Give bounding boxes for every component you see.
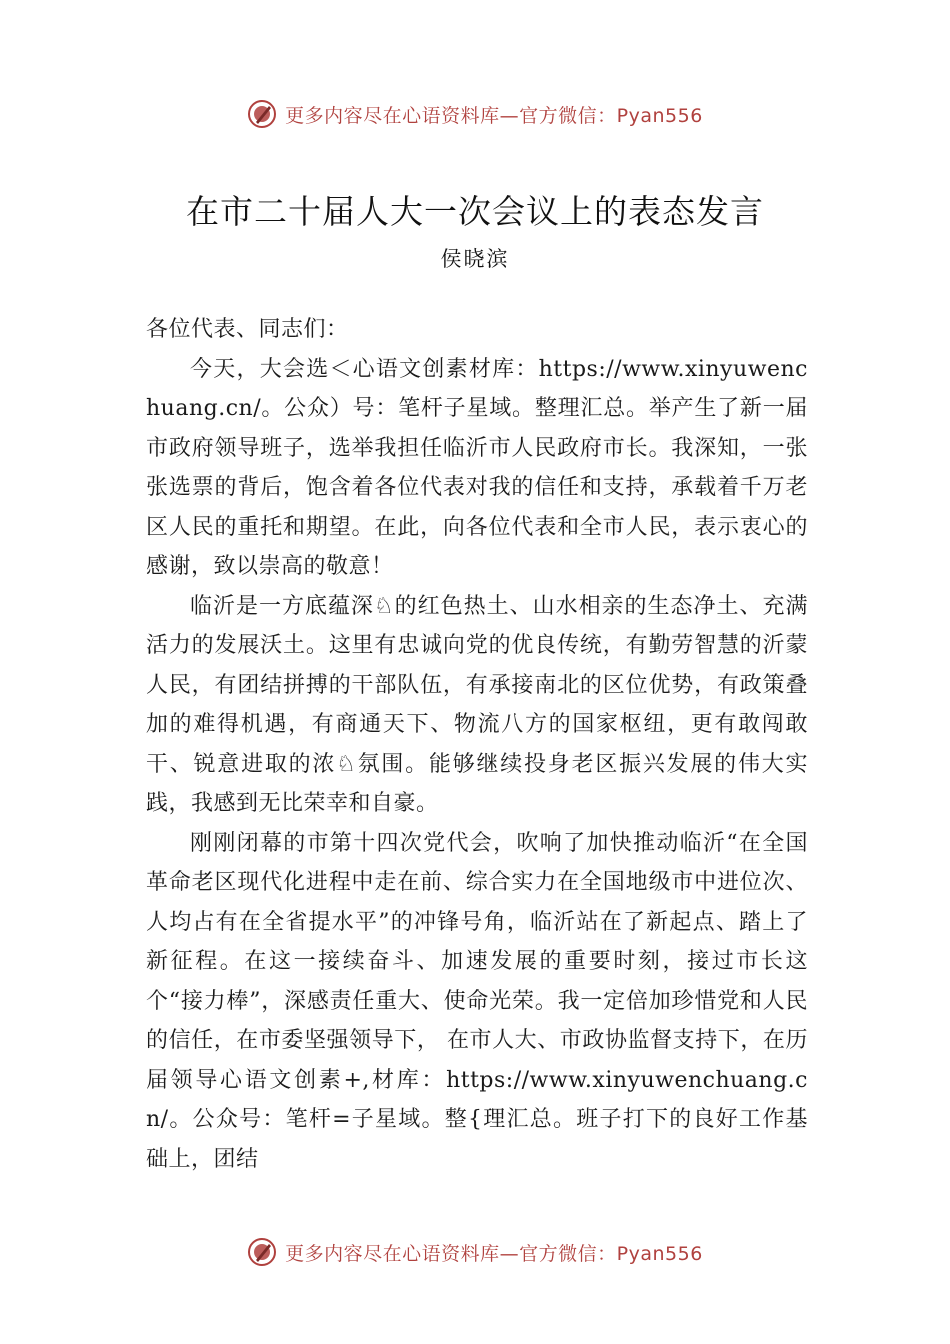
banner-text: 更多内容尽在心语资料库—官方微信：Pyan556 [285,104,703,127]
pen-seal-icon [247,99,277,129]
paragraph: 刚刚闭幕的市第十四次党代会，吹响了加快推动临沂“在全国革命老区现代化进程中走在前、综合实力在全国地级市中进位次、人均占有在全省提水平”的冲锋号角，临沂站在了新起点、踏上了新征程。在这一接续奋斗、加速发展的重要时刻，接过市长这个“接力棒”，深感责任重大、使命光荣。我一定倍加珍惜党和人民的信任，在市委坚强领导下， 在市人大、市政协监督支持下，在历届领导心语文创素+,材库：https://www.xinyuwenchuang.cn/。公众号：笔杆=子星域。整{理汇总。班子打下的良好工作基础上，团结 [146,830,808,1172]
document-body [146,310,808,1179]
paragraph: 今天，大会选＜心语文创素材库：https://www.xinyuwenchuang.cn/。公众）号：笔杆子星域。整理汇总。举产生了新一届市政府领导班子，选举我担任临沂市人民政府市长。我深知，一张张选票的背后，饱含着各位代表对我的信任和支持，承载着千万老区人民的重托和期望。在此，向各位代表和全市人民，表示衷心的感谢，致以崇高的敬意！ [146,356,808,579]
paragraph: 临沂是一方底蕴深♘的红色热土、山水相亲的生态净土、充满活力的发展沃土。这里有忠诚向党的优良传统，有勤劳智慧的沂蒙人民，有团结拼搏的干部队伍，有承接南北的区位优势，有政策叠加的难得机遇，有商通天下、物流八方的国家枢纽，更有敢闯敢干、锐意进取的浓♘氛围。能够继续投身老区振兴发展的伟大实践，我感到无比荣幸和自豪。 [146,593,808,816]
footer-watermark-banner [0,1232,950,1272]
author-name: 侯晓滨 [440,247,510,271]
pen-seal-icon [247,1237,277,1267]
banner-text: 更多内容尽在心语资料库—官方微信：Pyan556 [285,1242,703,1265]
salutation: 各位代表、同志们： [146,317,349,342]
header-watermark-banner [0,94,950,134]
document-title: 在市二十届人大一次会议上的表态发言 [186,192,764,231]
